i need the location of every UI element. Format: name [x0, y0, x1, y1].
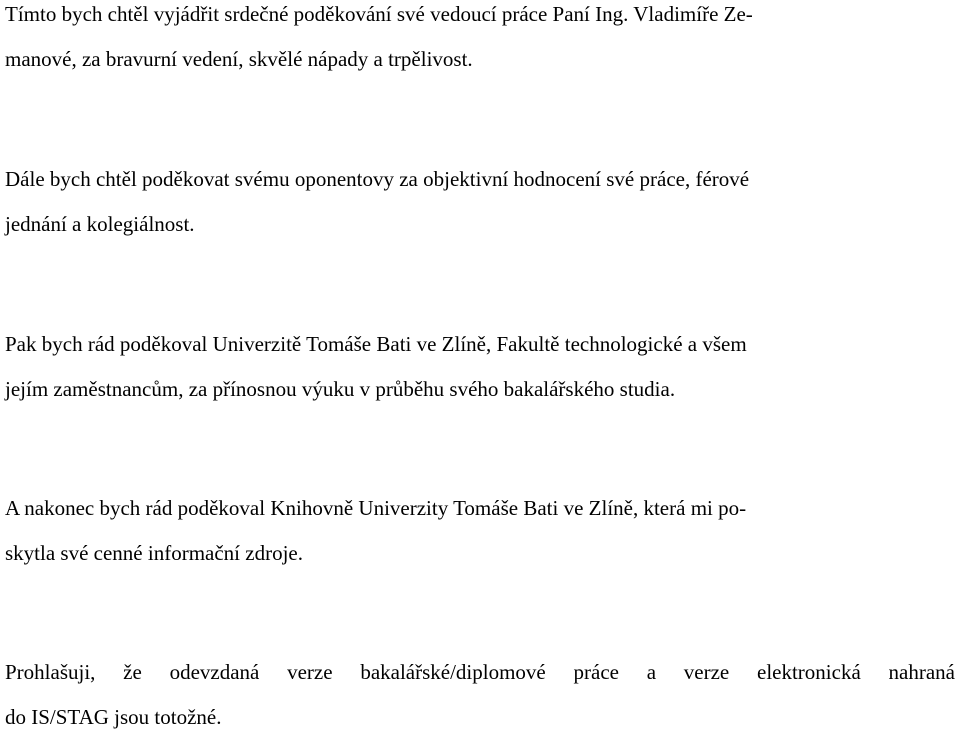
text-line: Pak bych rád poděkoval Univerzitě Tomáše Bati ve Zlíně, Fakultě technologické a všem [5, 332, 747, 356]
text-line: jednání a kolegiálnost. [5, 212, 195, 236]
text-line: Dále bych chtěl poděkovat svému oponentovy za objektivní hodnocení své práce, férové [5, 167, 750, 191]
text-line: skytla své cenné informační zdroje. [5, 541, 303, 565]
text-line: jejím zaměstnancům, za přínosnou výuku v průběhu svého bakalářského studia. [5, 377, 676, 401]
text-line: A nakonec bych rád poděkoval Knihovně Univerzity Tomáše Bati ve Zlíně, která mi po- [5, 496, 747, 520]
text-line: Tímto bych chtěl vyjádřit srdečné poděkování své vedoucí práce Paní Ing. Vladimíře Ze- [5, 2, 753, 26]
text-line: Prohlašuji, že odevzdaná verze bakalářské/diplomové práce a verze elektronická nahraná [5, 660, 955, 684]
text-line: do IS/STAG jsou totožné. [5, 705, 222, 729]
text-line: manové, za bravurní vedení, skvělé nápady a trpělivost. [5, 47, 473, 71]
